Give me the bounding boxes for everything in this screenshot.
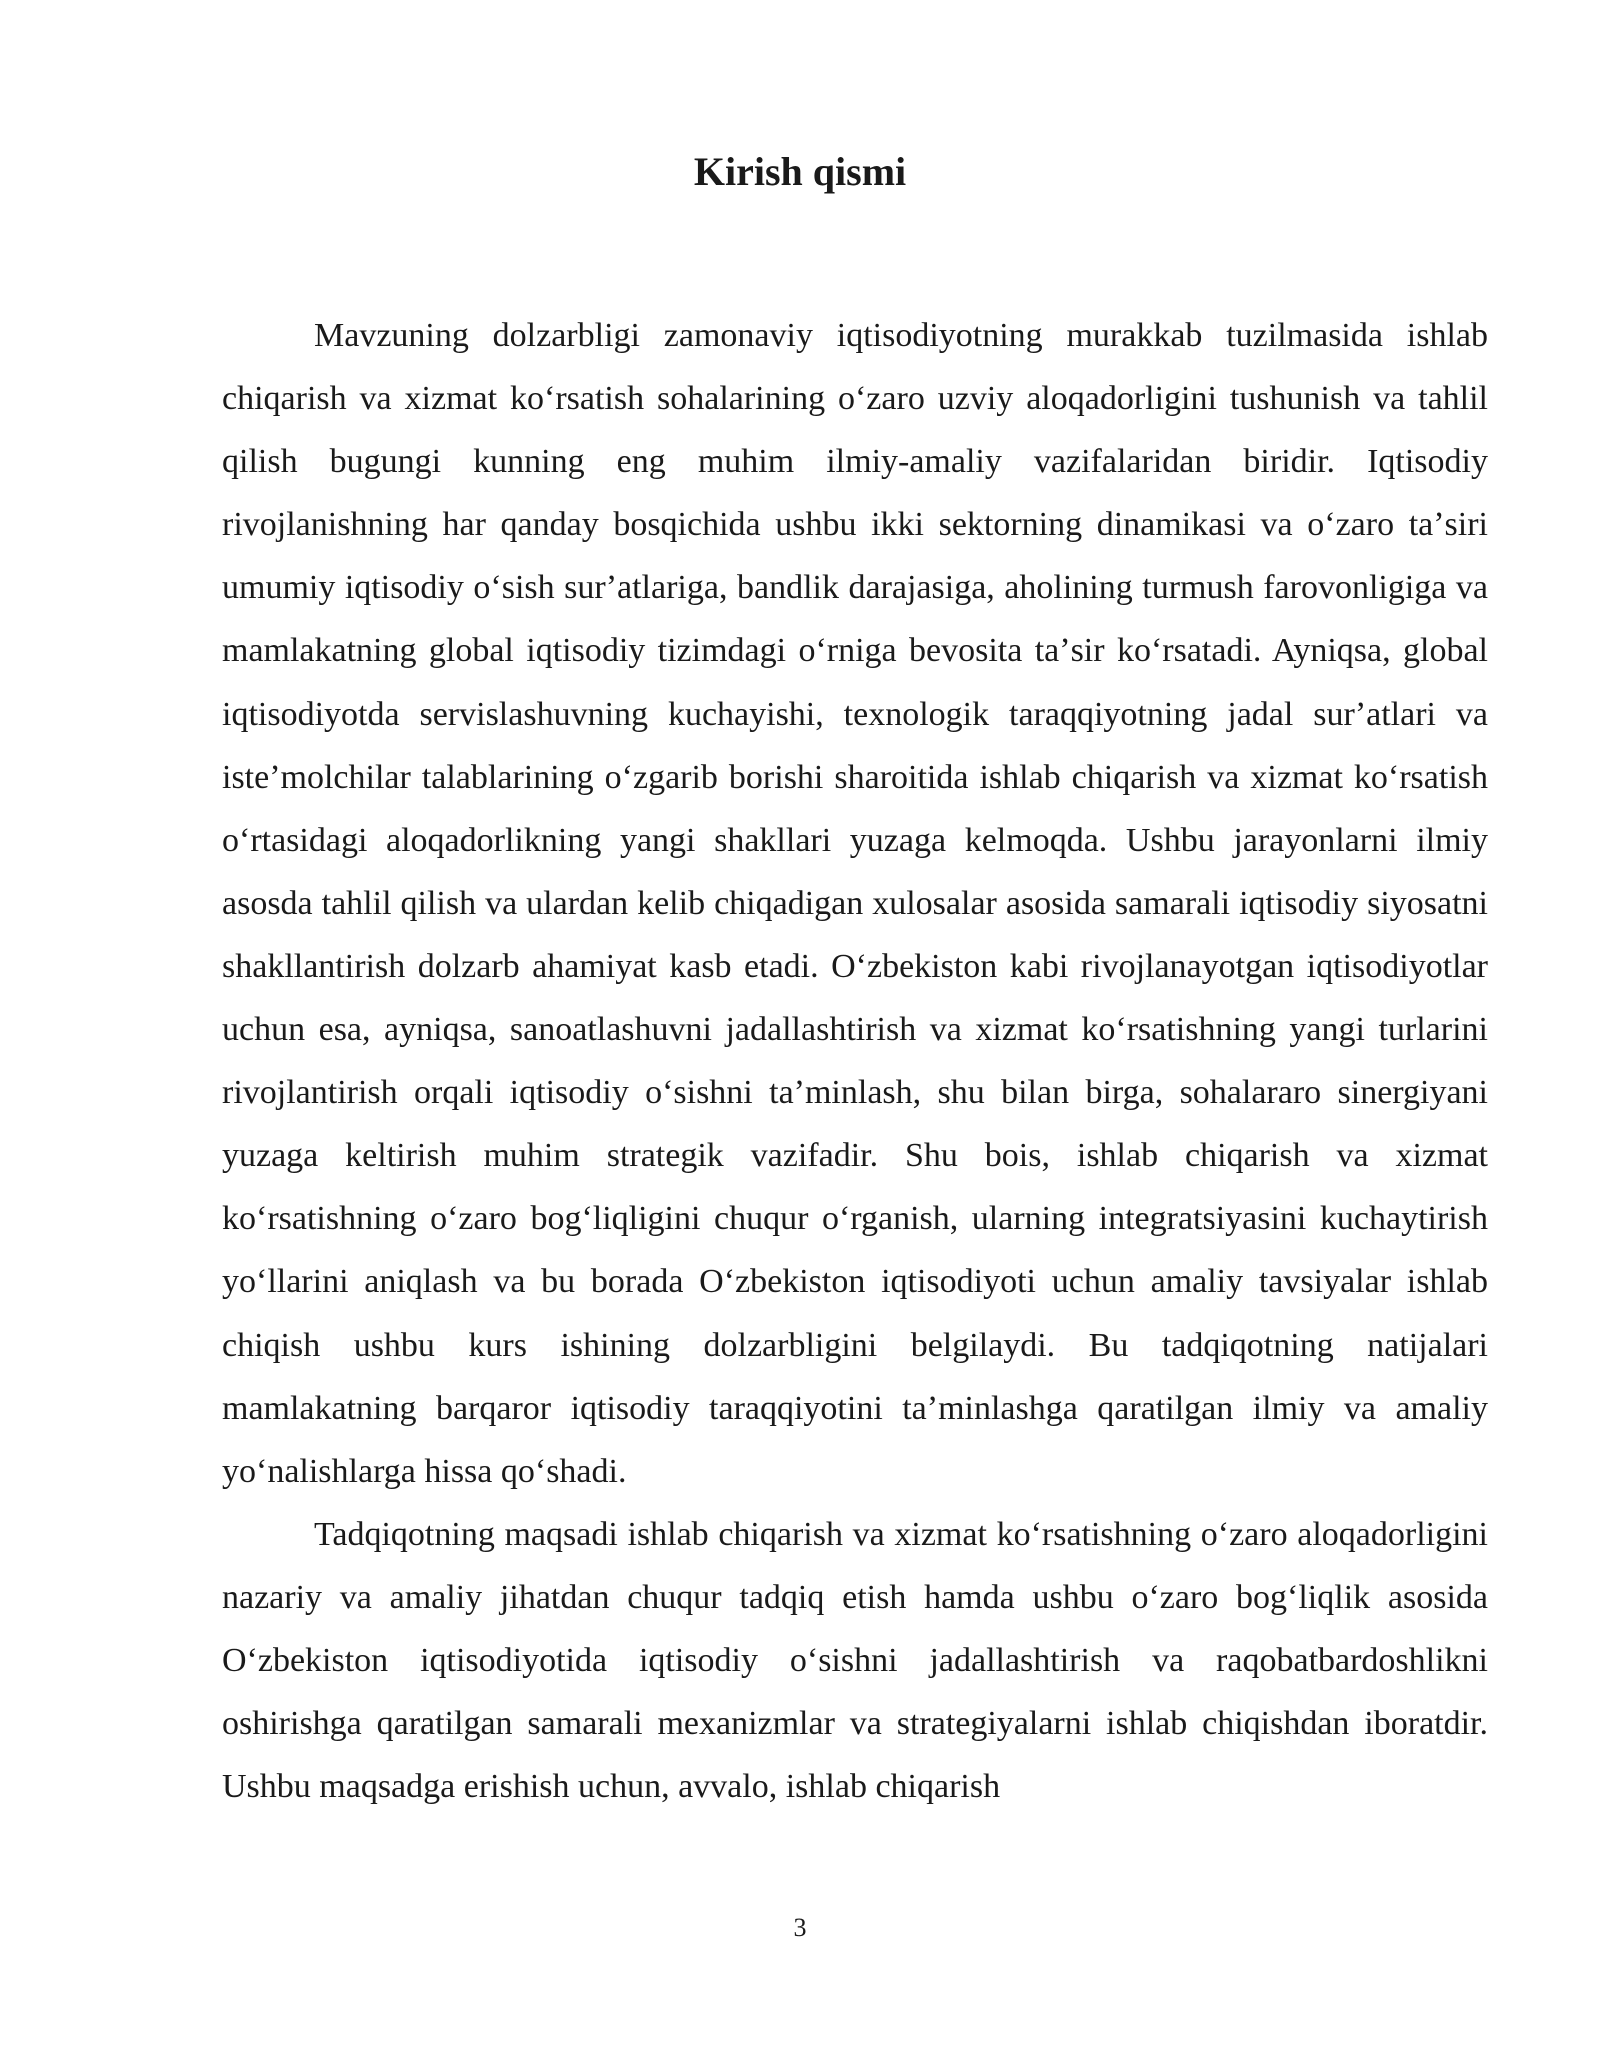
body-text — [222, 304, 1488, 1818]
paragraph-relevance: Mavzuning dolzarbligi zamonaviy iqtisodiyotning murakkab tuzilmasida ishlab chiqarish va xizmat koʻrsatish sohalarining oʻzaro uzviy aloqadorligini tushunish va tahlil qilish bugungi kunning eng muhim ilmiy-amaliy vazifalaridan biridir. Iqtisodiy rivojlanishning har qanday bosqichida ushbu ikki sektorning dinamikasi va oʻzaro taʼsiri umumiy iqtisodiy oʻsish surʼatlariga, bandlik darajasiga, aholining turmush farovonligiga va mamlakatning global iqtisodiy tizimdagi oʻrniga bevosita taʼsir koʻrsatadi. Ayniqsa, global iqtisodiyotda servislashuvning kuchayishi, texnologik taraqqiyotning jadal surʼatlari va isteʼmolchilar talablarining oʻzgarib borishi sharoitida ishlab chiqarish va xizmat koʻrsatish oʻrtasidagi aloqadorlikning yangi shakllari yuzaga kelmoqda. Ushbu jarayonlarni ilmiy asosda tahlil qilish va ulardan kelib chiqadigan xulosalar asosida samarali iqtisodiy siyosatni shakllantirish dolzarb ahamiyat kasb etadi. Oʻzbekiston kabi rivojlanayotgan iqtisodiyotlar uchun esa, ayniqsa, sanoatlashuvni jadallashtirish va xizmat koʻrsatishning yangi turlarini rivojlantirish orqali iqtisodiy oʻsishni taʼminlash, shu bilan birga, sohalararo sinergiyani yuzaga keltirish muhim strategik vazifadir. Shu bois, ishlab chiqarish va xizmat koʻrsatishning oʻzaro bogʻliqligini chuqur oʻrganish, ularning integratsiyasini kuchaytirish yoʻllarini aniqlash va bu borada Oʻzbekiston iqtisodiyoti uchun amaliy tavsiyalar ishlab chiqish ushbu kurs ishining dolzarbligini belgilaydi. Bu tadqiqotning natijalari mamlakatning barqaror iqtisodiy taraqqiyotini taʼminlashga qaratilgan ilmiy va amaliy yoʻnalishlarga hissa qoʻshadi. — [222, 317, 1488, 1490]
paragraph-purpose: Tadqiqotning maqsadi ishlab chiqarish va xizmat koʻrsatishning oʻzaro aloqadorligini nazariy va amaliy jihatdan chuqur tadqiq etish hamda ushbu oʻzaro bogʻliqlik asosida Oʻzbekiston iqtisodiyotida iqtisodiy oʻsishni jadallashtirish va raqobatbardoshlikni oshirishga qaratilgan samarali mexanizmlar va strategiyalarni ishlab chiqishdan iboratdir. Ushbu maqsadga erishish uchun, avvalo, ishlab chiqarish — [222, 1515, 1488, 1806]
page-title: Kirish qismi — [693, 149, 907, 194]
page-number: 3 — [793, 1913, 807, 1942]
